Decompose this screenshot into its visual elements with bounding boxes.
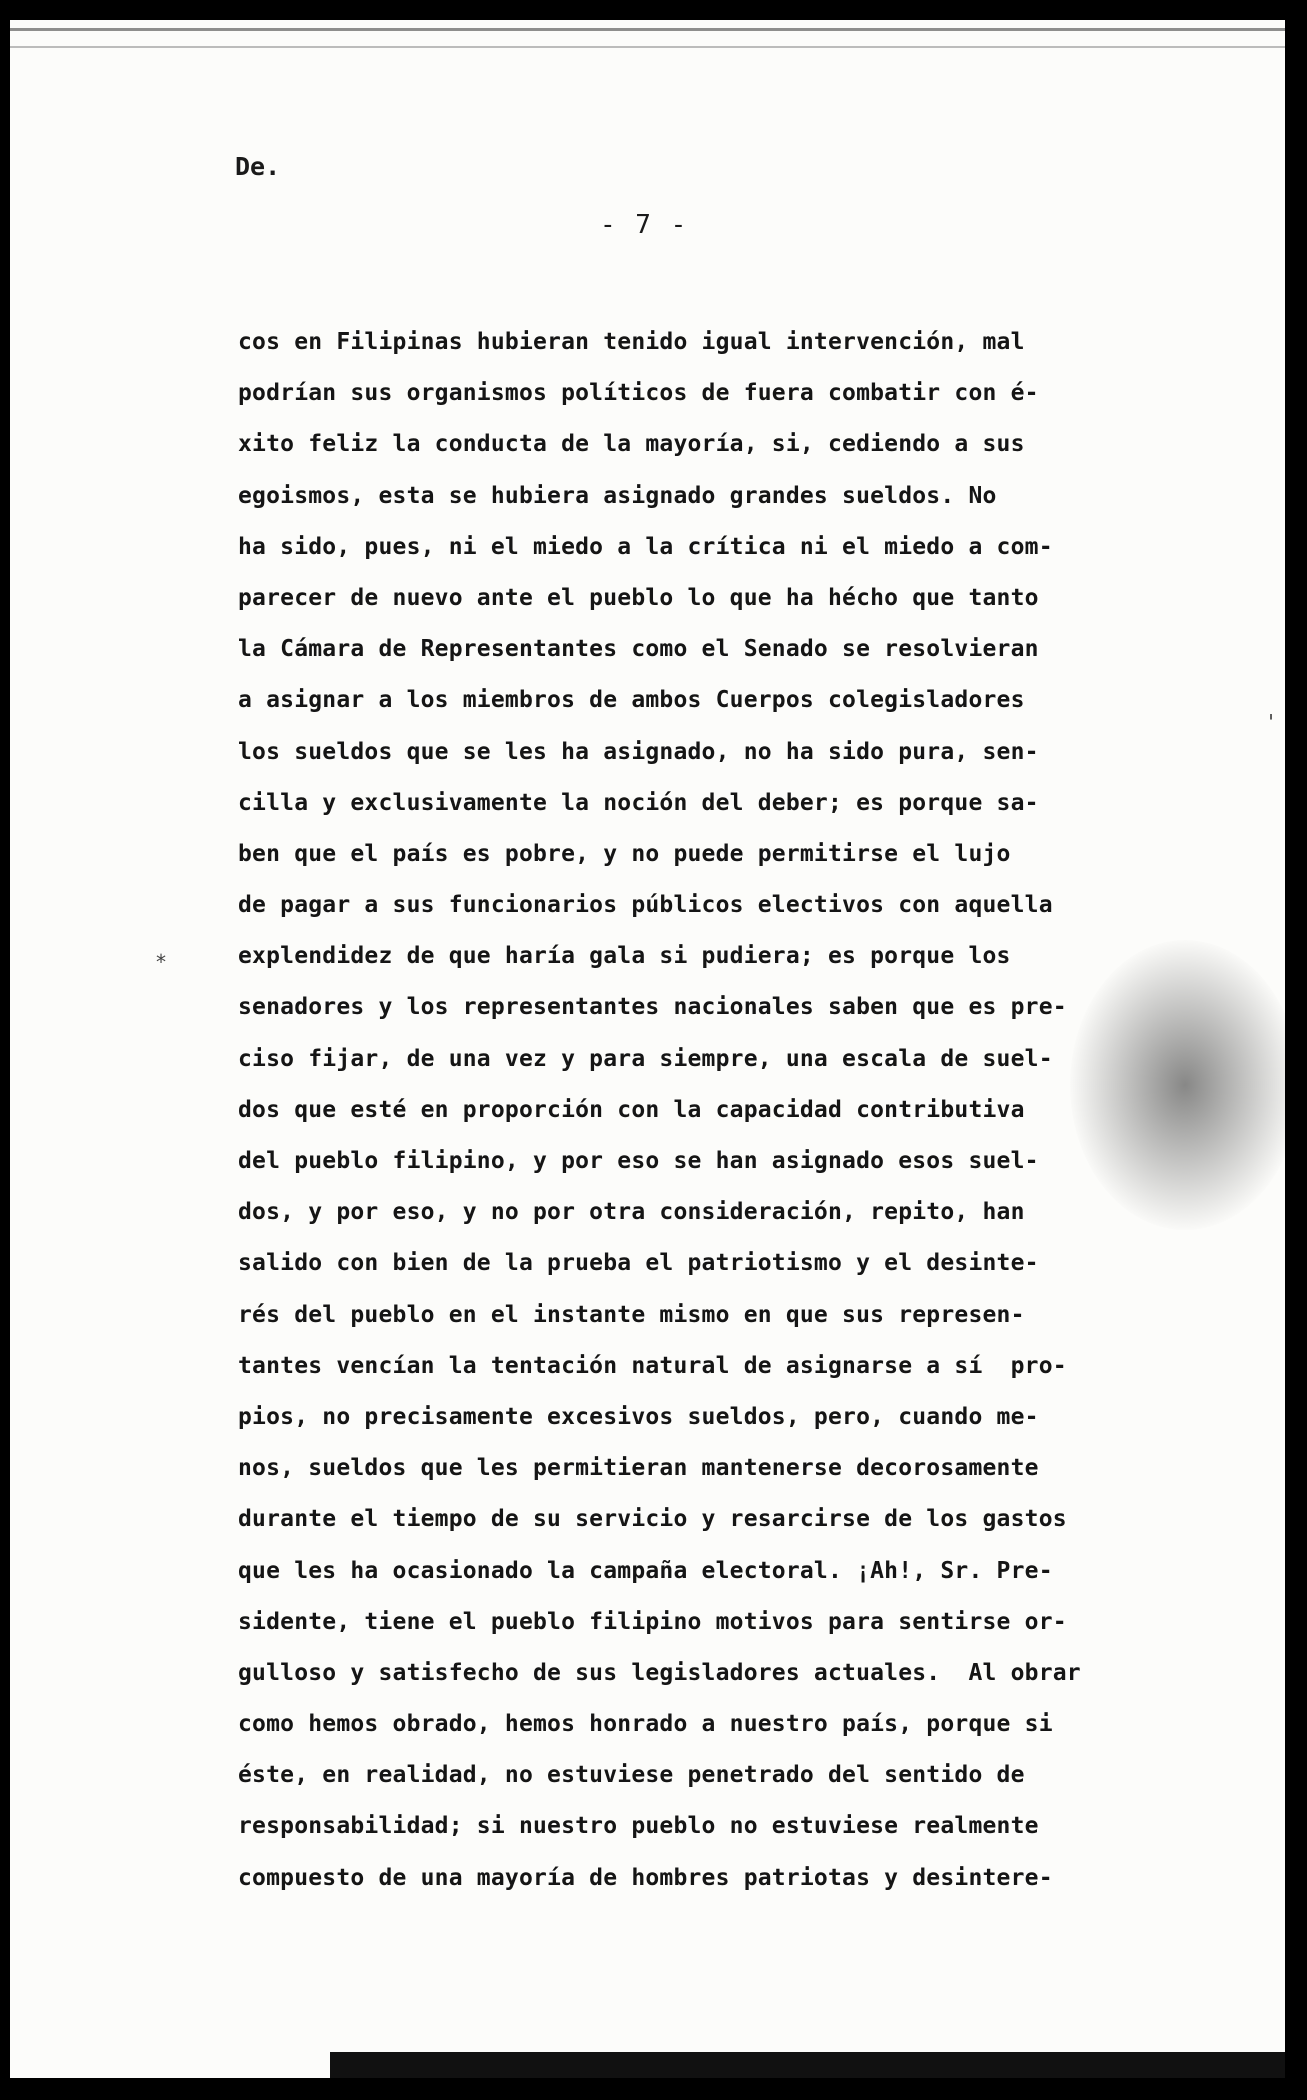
text-line: gulloso y satisfecho de sus legisladores actuales. Al obrar bbox=[238, 1659, 1081, 1686]
text-line: pios, no precisamente excesivos sueldos, pero, cuando me- bbox=[238, 1403, 1039, 1430]
header-initial: De. bbox=[235, 152, 281, 181]
text-line: de pagar a sus funcionarios públicos electivos con aquella bbox=[238, 892, 1053, 919]
text-line: senadores y los representantes nacionales saben que es pre- bbox=[238, 994, 1067, 1021]
text-line: egoismos, esta se hubiera asignado grandes sueldos. No bbox=[238, 482, 997, 509]
text-line: podrían sus organismos políticos de fuera combatir con é- bbox=[238, 380, 1039, 407]
text-line: a asignar a los miembros de ambos Cuerpos colegisladores bbox=[238, 687, 1025, 714]
text-line: ben que el país es pobre, y no puede permitirse el lujo bbox=[238, 840, 1011, 867]
text-line: del pueblo filipino, y por eso se han asignado esos suel- bbox=[238, 1148, 1039, 1174]
text-line: compuesto de una mayoría de hombres patriotas y desintere- bbox=[238, 1864, 1053, 1891]
text-line: parecer de nuevo ante el pueblo lo que ha hécho que tanto bbox=[238, 584, 1039, 611]
text-line: rés del pueblo en el instante mismo en que sus represen- bbox=[238, 1301, 1025, 1328]
sheet-edge-line bbox=[10, 46, 1285, 48]
text-line: dos, y por eso, y no por otra consideración, repito, han bbox=[238, 1199, 1025, 1226]
text-line: cos en Filipinas hubieran tenido igual intervención, mal bbox=[238, 329, 1025, 355]
text-line: tantes vencían la tentación natural de asignarse a sí pro- bbox=[238, 1352, 1067, 1379]
text-line: ciso fijar, de una vez y para siempre, una escala de suel- bbox=[238, 1045, 1053, 1072]
text-line: los sueldos que se les ha asignado, no ha sido pura, sen- bbox=[238, 738, 1039, 765]
text-line: ha sido, pues, ni el miedo a la crítica ni el miedo a com- bbox=[238, 533, 1053, 560]
text-line: sidente, tiene el pueblo filipino motivos para sentirse or- bbox=[238, 1608, 1067, 1635]
text-line: dos que esté en proporción con la capacidad contributiva bbox=[238, 1096, 1025, 1123]
document-page bbox=[10, 20, 1285, 2078]
text-line: éste, en realidad, no estuviese penetrado del sentido de bbox=[238, 1762, 1025, 1789]
stray-mark: ' bbox=[1265, 710, 1278, 734]
sheet-edge-bottom bbox=[330, 2052, 1285, 2078]
text-line: salido con bien de la prueba el patriotismo y el desinte- bbox=[238, 1250, 1039, 1277]
body-text bbox=[238, 317, 1238, 1904]
stray-mark: * bbox=[155, 950, 168, 974]
text-line: nos, sueldos que les permitieran mantenerse decorosamente bbox=[238, 1455, 1039, 1482]
text-line: xito feliz la conducta de la mayoría, si, cediendo a sus bbox=[238, 431, 1025, 458]
text-line: la Cámara de Representantes como el Senado se resolvieran bbox=[238, 636, 1039, 663]
text-line: cilla y exclusivamente la noción del deber; es porque sa- bbox=[238, 789, 1039, 816]
text-line: responsabilidad; si nuestro pueblo no estuviese realmente bbox=[238, 1813, 1039, 1840]
page-number: - 7 - bbox=[600, 210, 689, 240]
text-line: que les ha ocasionado la campaña electoral. ¡Ah!, Sr. Pre- bbox=[238, 1557, 1053, 1584]
sheet-edge-top bbox=[10, 28, 1285, 31]
text-line: como hemos obrado, hemos honrado a nuestro país, porque si bbox=[238, 1711, 1053, 1738]
text-line: explendidez de que haría gala si pudiera; es porque los bbox=[238, 943, 1011, 970]
text-line: durante el tiempo de su servicio y resarcirse de los gastos bbox=[238, 1506, 1067, 1533]
